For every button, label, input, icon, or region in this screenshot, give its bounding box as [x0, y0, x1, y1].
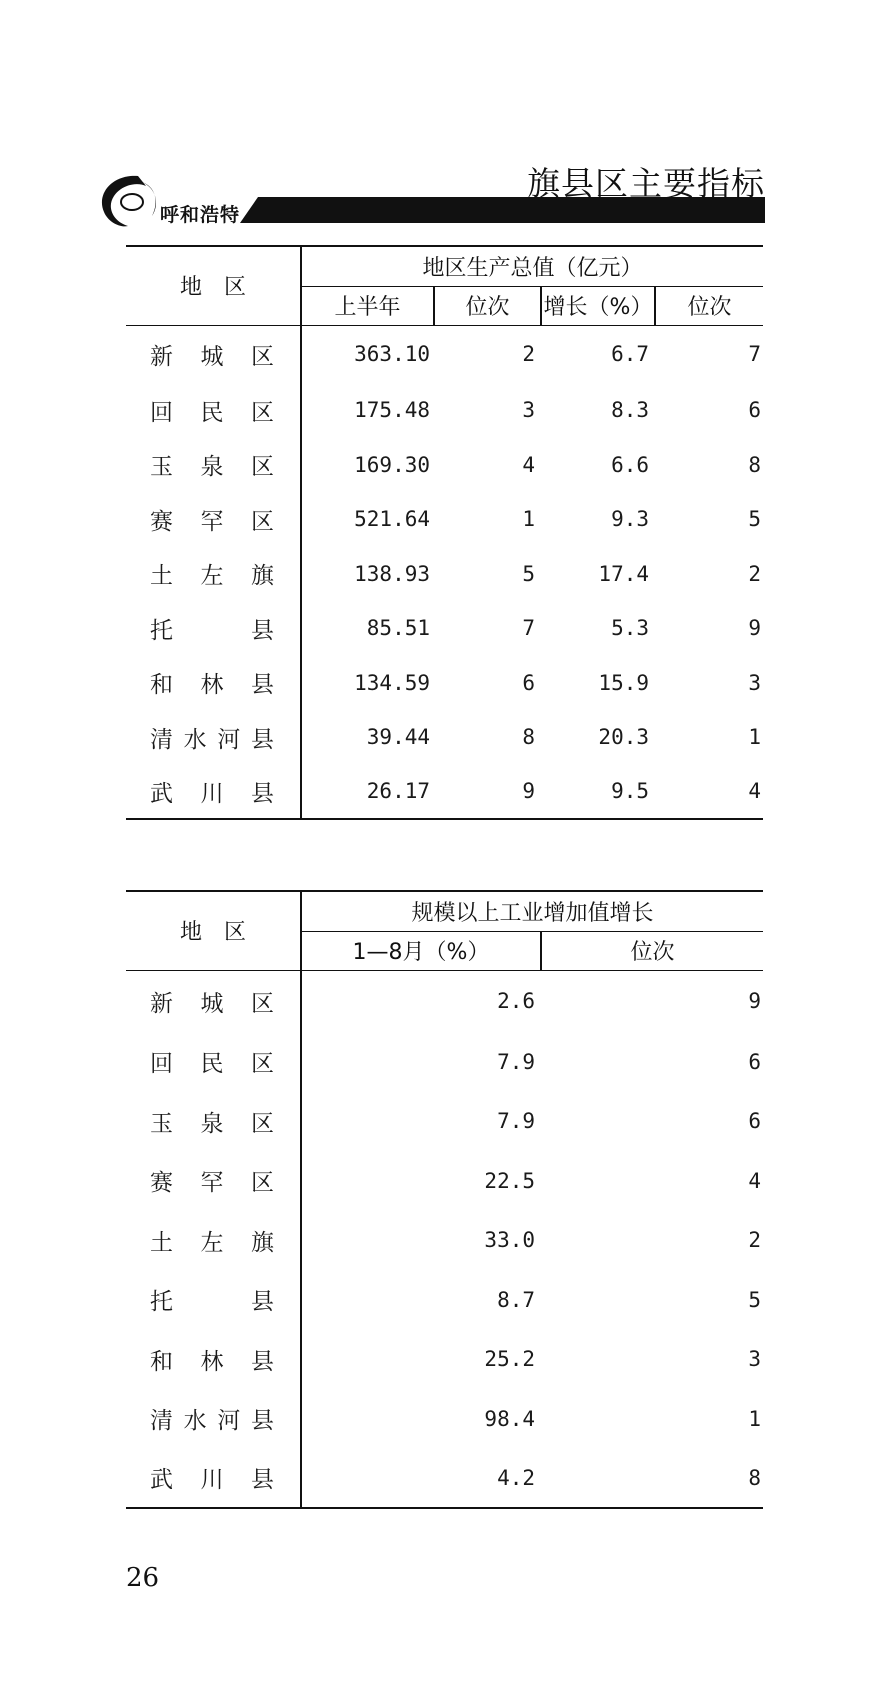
gdp-growth: 15.9: [598, 670, 649, 695]
region-column-header: 地 区: [126, 891, 301, 970]
table-row: [126, 1211, 763, 1271]
industry-rank: 3: [748, 1347, 762, 1372]
table-row: [126, 492, 763, 547]
gdp-rank: 8: [522, 725, 535, 750]
region-name: [126, 547, 301, 602]
region-name: [126, 1389, 301, 1449]
region-name: [126, 1449, 301, 1509]
industry-growth: 2.6: [497, 989, 535, 1014]
industry-rank: 6: [748, 1109, 762, 1134]
gdp-growth-rank: 1: [748, 725, 762, 750]
gdp-growth: 9.5: [611, 779, 649, 804]
gdp-rank: 6: [522, 670, 535, 695]
table-row: [126, 383, 763, 438]
region-name: [126, 1092, 301, 1152]
gdp-value: 134.59: [354, 670, 430, 695]
region-name: [126, 1270, 301, 1330]
table-row: [126, 710, 763, 765]
region-name-text: 赛 罕 区: [150, 508, 274, 535]
region-name: [126, 438, 301, 493]
industry-rank: 9: [748, 989, 762, 1014]
region-name-text: 和 林 县: [150, 672, 274, 699]
gdp-table-body: [126, 325, 763, 819]
gdp-rank: 5: [522, 561, 535, 586]
industry-growth: 4.2: [497, 1465, 535, 1490]
gdp-growth: 20.3: [598, 725, 649, 750]
table-row: [126, 1151, 763, 1211]
region-name: [126, 765, 301, 820]
region-name-text: 武 川 县: [150, 1467, 274, 1494]
industry-rank: 4: [748, 1168, 762, 1193]
logo-swirl-icon: [98, 172, 168, 230]
industry-growth: 25.2: [484, 1347, 535, 1372]
gdp-growth: 6.7: [611, 342, 649, 367]
industry-rank: 5: [748, 1287, 762, 1312]
region-name-text: 托 县: [150, 617, 274, 644]
gdp-growth-rank: 7: [748, 342, 762, 367]
region-name: [126, 656, 301, 711]
gdp-rank: 2: [522, 342, 535, 367]
rank-header: 位次: [541, 931, 763, 970]
gdp-growth-rank: 9: [748, 616, 762, 641]
region-name-text: 武 川 县: [150, 780, 274, 807]
region-name-text: 土 左 旗: [150, 1229, 274, 1256]
table-row: [126, 601, 763, 656]
gdp-value: 85.51: [366, 616, 430, 641]
region-name: [126, 1151, 301, 1211]
gdp-rank: 4: [522, 452, 535, 477]
gdp-rank: 7: [522, 616, 535, 641]
industry-growth: 22.5: [484, 1168, 535, 1193]
region-name-text: 托 县: [150, 1289, 274, 1316]
jan-aug-growth-header: 1—8月（%）: [301, 931, 541, 970]
gdp-growth-rank: 6: [748, 398, 762, 423]
table-row: [126, 970, 763, 1032]
gdp-growth-rank: 4: [748, 779, 762, 804]
gdp-growth-rank: 8: [748, 452, 762, 477]
gdp-rank: 3: [522, 398, 535, 423]
industry-growth: 98.4: [484, 1406, 535, 1431]
region-name: [126, 383, 301, 438]
table-row: [126, 547, 763, 602]
industry-table-body: [126, 970, 763, 1508]
region-name-text: 和 林 县: [150, 1348, 274, 1375]
table-row: [126, 325, 763, 383]
gdp-value: 26.17: [366, 779, 430, 804]
logo-text: 呼和浩特: [160, 204, 241, 226]
region-name-text: 土 左 旗: [150, 563, 274, 590]
table-row: [126, 1389, 763, 1449]
growth-rank-header: 位次: [655, 286, 763, 325]
gdp-growth: 5.3: [611, 616, 649, 641]
industry-table: [126, 890, 763, 1509]
industry-rank: 8: [748, 1465, 762, 1490]
table-row: [126, 1270, 763, 1330]
gdp-growth: 17.4: [598, 561, 649, 586]
rank-header: 位次: [434, 286, 541, 325]
region-name-text: 赛 罕 区: [150, 1170, 274, 1197]
region-name-text: 玉 泉 区: [150, 454, 274, 481]
region-name: [126, 1211, 301, 1271]
industry-rank: 2: [748, 1228, 762, 1253]
table-row: [126, 1032, 763, 1092]
page-number: 26: [126, 1563, 160, 1593]
gdp-table: [126, 245, 763, 820]
region-name-text: 新 城 区: [150, 990, 274, 1017]
gdp-value: 138.93: [354, 561, 430, 586]
region-name: [126, 710, 301, 765]
gdp-value: 175.48: [354, 398, 430, 423]
region-name: [126, 325, 301, 383]
table-row: [126, 1330, 763, 1390]
gdp-value: 169.30: [354, 452, 430, 477]
table-row: [126, 1092, 763, 1152]
section-title: 旗县区主要指标: [527, 164, 765, 203]
gdp-growth-rank: 3: [748, 670, 762, 695]
region-name: [126, 970, 301, 1032]
gdp-rank: 1: [522, 507, 535, 532]
gdp-growth: 8.3: [611, 398, 649, 423]
table-row: [126, 438, 763, 493]
industry-rank: 6: [748, 1049, 762, 1074]
industry-group-header: 规模以上工业增加值增长: [301, 891, 763, 931]
gdp-growth-rank: 5: [748, 507, 762, 532]
region-name-text: 玉 泉 区: [150, 1110, 274, 1137]
region-name: [126, 601, 301, 656]
gdp-value: 39.44: [366, 725, 430, 750]
region-name: [126, 492, 301, 547]
region-name-text: 回 民 区: [150, 399, 274, 426]
gdp-rank: 9: [522, 779, 535, 804]
gdp-value: 363.10: [354, 342, 430, 367]
page-header: [0, 0, 890, 240]
region-column-header: 地 区: [126, 246, 301, 325]
gdp-group-header: 地区生产总值（亿元）: [301, 246, 763, 286]
industry-rank: 1: [748, 1406, 762, 1431]
region-name-text: 清 水 河 县: [150, 1408, 274, 1435]
table-row: [126, 1449, 763, 1509]
first-half-header: 上半年: [301, 286, 434, 325]
region-name-text: 回 民 区: [150, 1051, 274, 1078]
table-row: [126, 765, 763, 820]
gdp-growth-rank: 2: [748, 561, 762, 586]
region-name: [126, 1032, 301, 1092]
table-row: [126, 656, 763, 711]
region-name-text: 新 城 区: [150, 343, 274, 370]
gdp-growth: 9.3: [611, 507, 649, 532]
region-name: [126, 1330, 301, 1390]
gdp-value: 521.64: [354, 507, 430, 532]
industry-growth: 33.0: [484, 1228, 535, 1253]
industry-growth: 7.9: [497, 1109, 535, 1134]
industry-growth: 8.7: [497, 1287, 535, 1312]
gdp-growth: 6.6: [611, 452, 649, 477]
industry-growth: 7.9: [497, 1049, 535, 1074]
growth-header: 增长（%）: [541, 286, 655, 325]
region-name-text: 清 水 河 县: [150, 726, 274, 753]
